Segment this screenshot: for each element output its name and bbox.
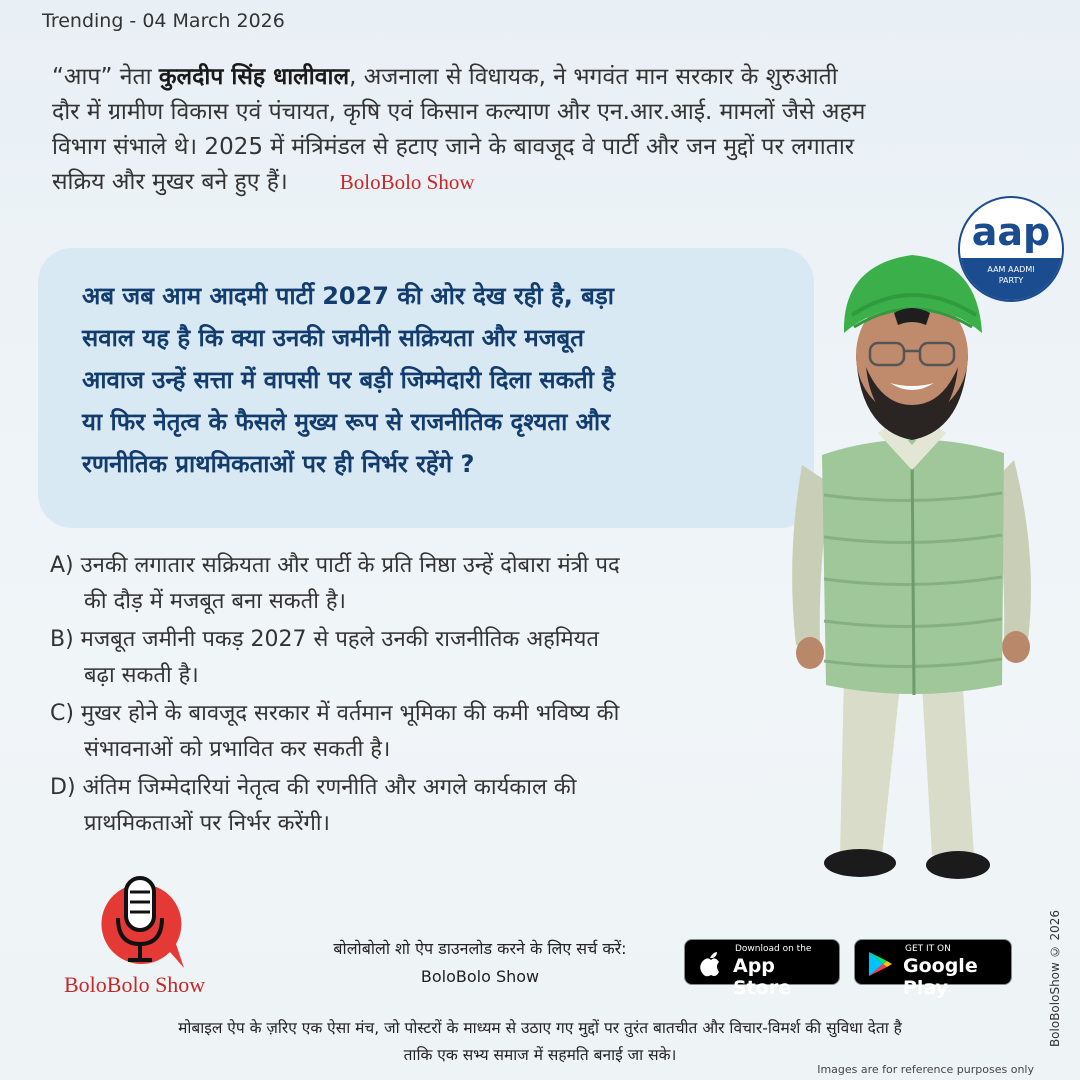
question-line: रणनीतिक प्राथमिकताओं पर ही निर्भर रहेंगे ?	[82, 450, 475, 478]
copyright: BoloBoloShow © 2026	[1048, 910, 1062, 1048]
question-line: आवाज उन्हें सत्ता में वापसी पर बड़ी जिम्मेदारी दिला सकती है	[82, 366, 616, 394]
option-b-line1: B) मजबूत जमीनी पकड़ 2027 से पहले उनकी राजनीतिक अहमियत	[50, 627, 599, 652]
download-line-1: बोलोबोलो शो ऐप डाउनलोड करने के लिए सर्च करें:	[333, 939, 627, 958]
google-play-button[interactable]	[854, 939, 1012, 999]
option-a[interactable]	[50, 548, 780, 620]
intro-line-2: दौर में ग्रामीण विकास एवं पंचायत, कृषि एवं किसान कल्याण और एन.आर.आई. मामलों जैसे अहम	[52, 99, 866, 125]
aap-band-line2: PARTY	[998, 276, 1024, 285]
apple-icon	[697, 950, 723, 978]
intro-paragraph	[52, 60, 1052, 200]
platform-description	[40, 1015, 1040, 1069]
option-a-line1: A) उनकी लगातार सक्रियता और पार्टी के प्रति निष्ठा उन्हें दोबारा मंत्री पद	[50, 553, 620, 578]
intro-line-3: विभाग संभाले थे। 2025 में मंत्रिमंडल से हटाए जाने के बावजूद वे पार्टी और जन मुद्दों पर लगातार	[52, 134, 855, 160]
option-d[interactable]	[50, 770, 780, 842]
download-line-2: BoloBolo Show	[420, 967, 540, 986]
aap-logo-text: aap	[971, 210, 1051, 254]
options-list	[50, 548, 780, 844]
option-c-line2: संभावनाओं को प्रभावित कर सकती है।	[84, 737, 391, 762]
brand-watermark: BoloBolo Show	[339, 170, 475, 194]
option-d-line1: D) अंतिम जिम्मेदारियां नेतृत्व की रणनीति और अगले कार्यकाल की	[50, 775, 577, 800]
option-b[interactable]	[50, 622, 780, 694]
question-line: सवाल यह है कि क्या उनकी जमीनी सक्रियता और मजबूत	[82, 324, 584, 352]
trending-date: Trending - 04 March 2026	[42, 10, 285, 32]
option-b-line2: बढ़ा सकती है।	[84, 663, 199, 688]
option-a-line2: की दौड़ में मजबूत बना सकती है।	[84, 589, 346, 614]
app-store-label: App Store	[733, 955, 792, 999]
question-line: अब जब आम आदमी पार्टी 2027 की ओर देख रही है, बड़ा	[82, 282, 614, 310]
option-d-line2: प्राथमिकताओं पर निर्भर करेंगी।	[84, 811, 330, 836]
leader-photo	[782, 255, 1042, 895]
intro-line1-rest: , अजनाला से विधायक, ने भगवंत मान सरकार के शुरुआती	[349, 64, 838, 90]
aap-band-line1: AAM AADMI	[987, 265, 1035, 274]
intro-line-4: सक्रिय और मुखर बने हुए हैं।	[52, 169, 288, 195]
question-text	[82, 275, 782, 485]
intro-prefix: “आप” नेता	[52, 64, 159, 90]
google-play-small-text: GET IT ON	[905, 944, 951, 954]
google-play-label: Google Play	[903, 955, 978, 999]
option-c-line1: C) मुखर होने के बावजूद सरकार में वर्तमान भूमिका की कमी भविष्य की	[50, 701, 620, 726]
bolobolo-mic-logo	[92, 874, 188, 974]
description-line-2: ताकि एक सभ्य समाज में सहमति बनाई जा सके।	[403, 1046, 677, 1064]
app-store-small-text: Download on the	[735, 944, 812, 954]
app-store-button[interactable]	[684, 939, 840, 999]
download-instructions	[290, 935, 670, 991]
description-line-1: मोबाइल ऐप के ज़रिए एक ऐसा मंच, जो पोस्टरों के माध्यम से उठाए गए मुद्दों पर तुरंत बातचीत और विचार-विमर्श की सुविधा देता है	[178, 1019, 902, 1037]
google-play-icon	[867, 950, 893, 978]
disclaimer: Images are for reference purposes only	[817, 1063, 1034, 1076]
question-line: या फिर नेतृत्व के फैसले मुख्य रूप से राजनीतिक दृश्यता और	[82, 408, 611, 436]
leader-name: कुलदीप सिंह धालीवाल	[158, 64, 350, 90]
brand-footer: BoloBolo Show	[64, 972, 206, 997]
option-c[interactable]	[50, 696, 780, 768]
